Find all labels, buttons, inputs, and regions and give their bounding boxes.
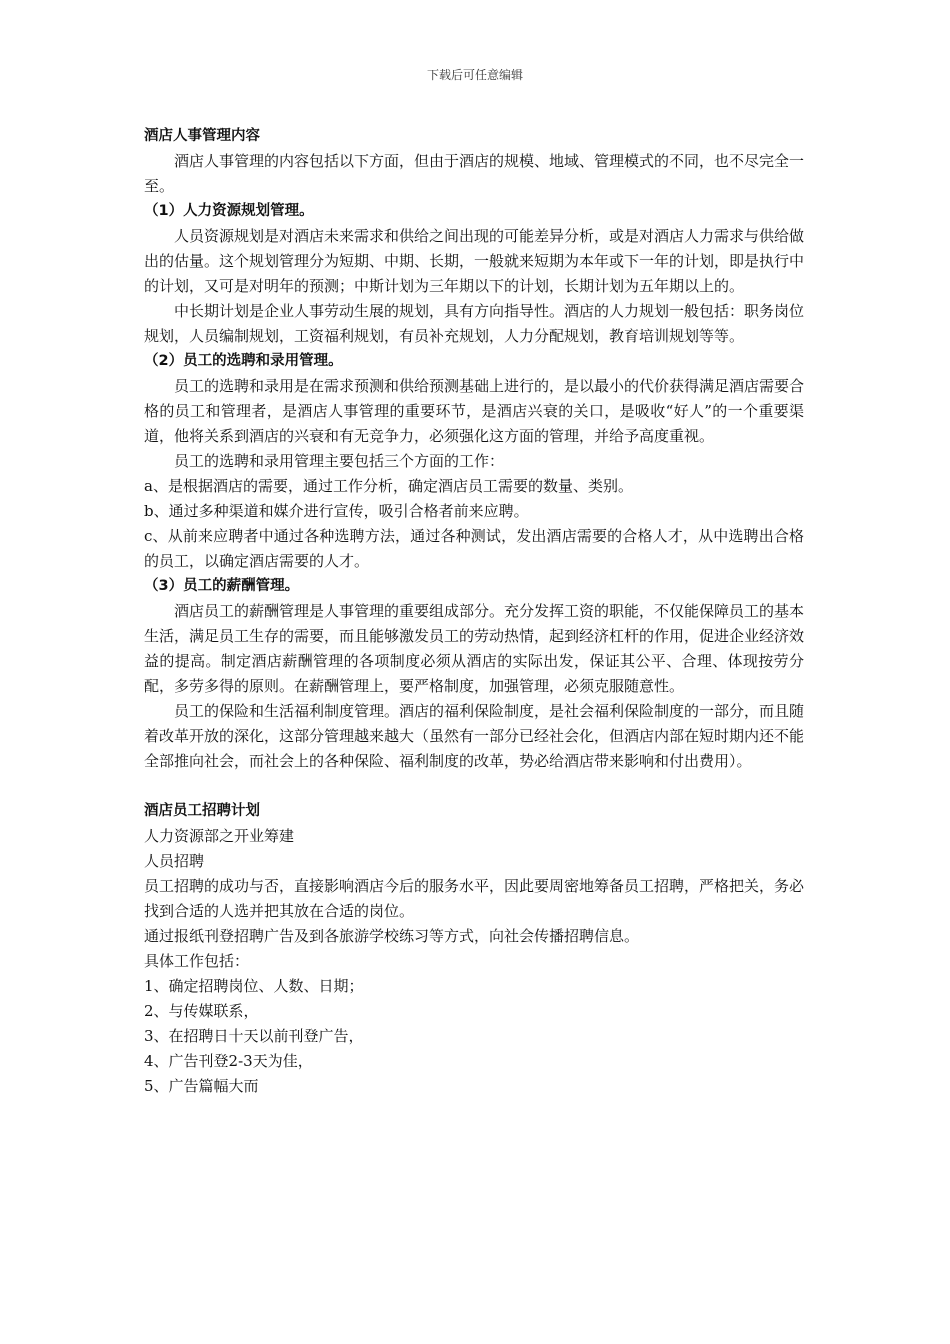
text-line: 人员招聘 (144, 852, 205, 870)
paragraph: 具体工作包括： (144, 952, 250, 970)
paragraph: 员工招聘的成功与否，直接影响酒店今后的服务水平，因此要周密地筹备员工招聘，严格把关，务必找到合适的人选并把其放在合适的岗位。 (144, 877, 805, 920)
list-item: a、是根据酒店的需要，通过工作分析，确定酒店员工需要的数量、类别。 (144, 477, 633, 495)
page-header: 下载后可任意编辑 (426, 68, 523, 82)
paragraph: 人员资源规划是对酒店未来需求和供给之间出现的可能差异分析，或是对酒店人力需求与供给做出的估量。这个规划管理分为短期、中期、长期，一般就来短期为本年或下一年的计划，即是执行中的计划，又可是对明年的预测；中斯计划为三年期以下的计划，长期计划为五年期以上的。 (144, 227, 805, 295)
list-item: 4、广告刊登2-3天为佳， (144, 1052, 313, 1070)
paragraph: 员工的选聘和录用管理主要包括三个方面的工作： (174, 452, 505, 470)
paragraph: 中长期计划是企业人事劳动生展的规划，具有方向指导性。酒店的人力规划一般包括：职务岗位规划，人员编制规划，工资福利规划，有员补充规划，人力分配规划，教育培训规划等等。 (144, 302, 805, 345)
document-body (144, 124, 804, 1099)
paragraph: 员工的保险和生活福利制度管理。酒店的福利保险制度，是社会福利保险制度的一部分，而且随着改革开放的深化，这部分管理越来越大（虽然有一部分已经社会化，但酒店内部在短时期内还不能全部推向社会，而社会上的各种保险、福利制度的改革，势必给酒店带来影响和付出费用）。 (144, 702, 805, 770)
list-item: 5、广告篇幅大而 (144, 1077, 259, 1095)
subheading-compensation: （3）员工的薪酬管理。 (144, 578, 300, 594)
subheading-recruitment: （2）员工的选聘和录用管理。 (144, 353, 343, 369)
section-title-hr-management: 酒店人事管理内容 (144, 128, 260, 144)
section-title-recruitment-plan: 酒店员工招聘计划 (144, 803, 260, 819)
list-item: b、通过多种渠道和媒介进行宣传，吸引合格者前来应聘。 (144, 502, 529, 520)
text-line: 人力资源部之开业筹建 (144, 827, 295, 845)
list-item: 1、确定招聘岗位、人数、日期； (144, 977, 364, 995)
paragraph: 酒店员工的薪酬管理是人事管理的重要组成部分。充分发挥工资的职能，不仅能保障员工的基本生活，满足员工生存的需要，而且能够激发员工的劳动热情，起到经济杠杆的作用，促进企业经济效益的提高。制定酒店薪酬管理的各项制度必须从酒店的实际出发，保证其公平、合理、体现按劳分配，多劳多得的原则。在薪酬管理上，要严格制度，加强管理，必须克服随意性。 (144, 602, 805, 695)
list-item: 2、与传媒联系， (144, 1002, 259, 1020)
paragraph: 通过报纸刊登招聘广告及到各旅游学校练习等方式，向社会传播招聘信息。 (144, 927, 640, 945)
paragraph: 员工的选聘和录用是在需求预测和供给预测基础上进行的，是以最小的代价获得满足酒店需要合格的员工和管理者，是酒店人事管理的重要环节，是酒店兴衰的关口，是吸收“好人”的一个重要渠道，他将关系到酒店的兴衰和有无竞争力，必须强化这方面的管理，并给予高度重视。 (144, 377, 805, 445)
subheading-hr-planning: （1）人力资源规划管理。 (144, 203, 314, 219)
list-item: c、从前来应聘者中通过各种选聘方法，通过各种测试，发出酒店需要的合格人才，从中选聘出合格的员工，以确定酒店需要的人才。 (144, 527, 804, 570)
spacer (144, 774, 804, 799)
list-item: 3、在招聘日十天以前刊登广告， (144, 1027, 364, 1045)
paragraph: 酒店人事管理的内容包括以下方面，但由于酒店的规模、地域、管理模式的不同，也不尽完全一至。 (144, 152, 805, 195)
